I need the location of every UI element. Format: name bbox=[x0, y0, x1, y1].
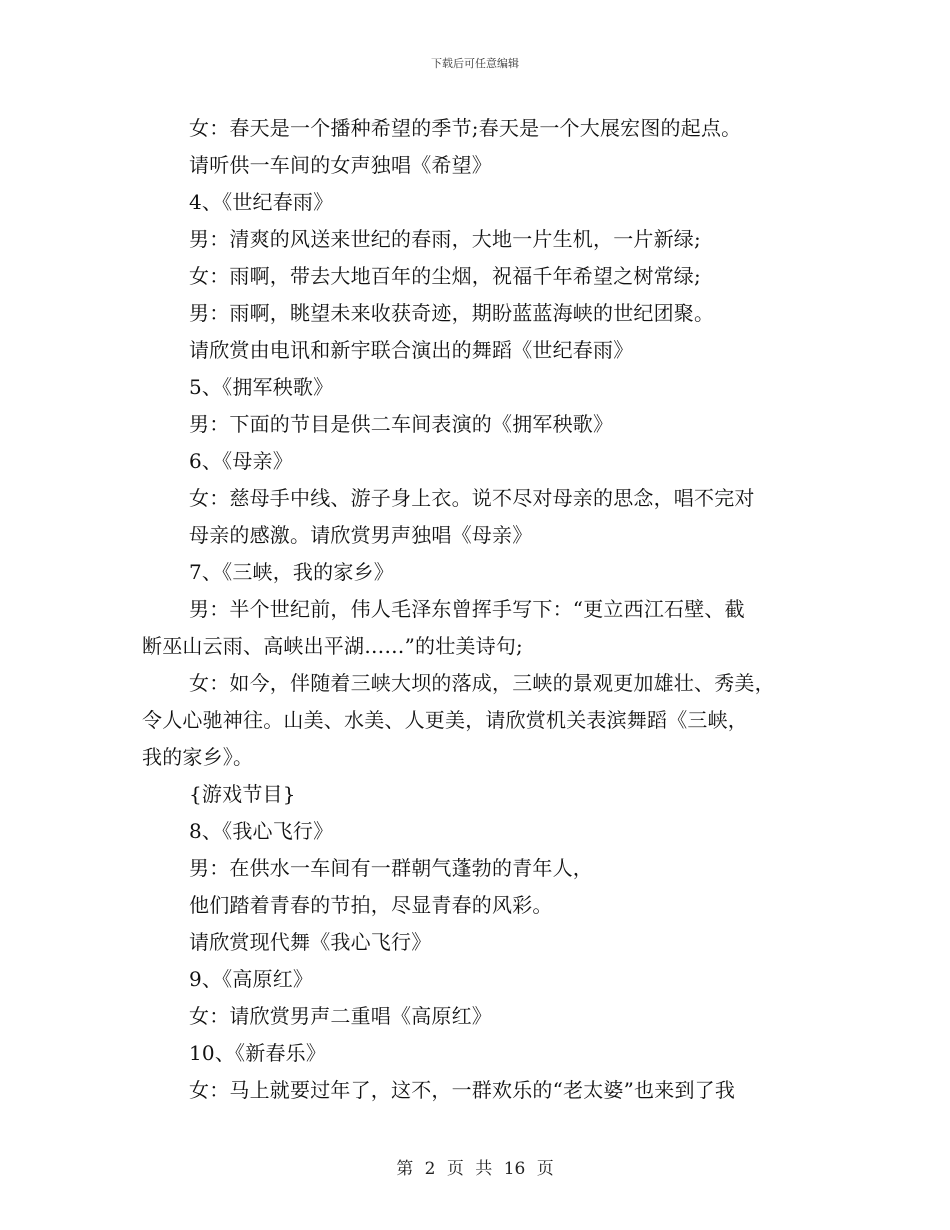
text-line: 请欣赏由电讯和新宇联合演出的舞蹈《世纪春雨》 bbox=[189, 338, 634, 362]
program-heading: 5、《拥军秧歌》 bbox=[189, 375, 334, 399]
text-line: 女：春天是一个播种希望的季节;春天是一个大展宏图的起点。 bbox=[189, 116, 742, 140]
text-line: 女：慈母手中线、游子身上衣。说不尽对母亲的思念，唱不完对 bbox=[189, 486, 755, 510]
text-line: 令人心驰神往。山美、水美、人更美，请欣赏机关表滨舞蹈《三峡， bbox=[142, 708, 748, 732]
text-line: 女：如今，伴随着三峡大坝的落成，三峡的景观更加雄壮、秀美， bbox=[189, 671, 775, 695]
program-heading: 8、《我心飞行》 bbox=[189, 819, 334, 843]
text-line: 女：请欣赏男声二重唱《高原红》 bbox=[189, 1004, 492, 1028]
text-line: 男：清爽的风送来世纪的春雨，大地一片生机，一片新绿; bbox=[189, 227, 701, 251]
text-line: 女：马上就要过年了，这不，一群欢乐的“老太婆”也来到了我 bbox=[189, 1078, 736, 1102]
text-line: 断巫山云雨、高峡出平湖……”的壮美诗句; bbox=[142, 634, 523, 658]
section-note: {游戏节目} bbox=[189, 782, 296, 806]
program-heading: 9、《高原红》 bbox=[189, 967, 314, 991]
document-body bbox=[142, 110, 814, 1109]
page-number: 第 2 页 共 16 页 bbox=[396, 1159, 554, 1179]
text-line: 请欣赏现代舞《我心飞行》 bbox=[189, 930, 432, 954]
program-heading: 6、《母亲》 bbox=[189, 449, 293, 473]
text-line: 女：雨啊，带去大地百年的尘烟，祝福千年希望之树常绿; bbox=[189, 264, 701, 288]
text-line: 男：在供水一车间有一群朝气蓬勃的青年人， bbox=[189, 856, 593, 880]
text-line: 男：雨啊，眺望未来收获奇迹，期盼蓝蓝海峡的世纪团聚。 bbox=[189, 301, 715, 325]
program-heading: 7、《三峡，我的家乡》 bbox=[189, 560, 394, 584]
program-heading: 4、《世纪春雨》 bbox=[189, 190, 334, 214]
download-note: 下载后可任意编辑 bbox=[431, 57, 519, 70]
text-line: 男：半个世纪前，伟人毛泽东曾挥手写下：“更立西江石壁、截 bbox=[189, 597, 745, 621]
text-line: 男：下面的节目是供二车间表演的《拥军秧歌》 bbox=[189, 412, 614, 436]
text-line: 我的家乡》。 bbox=[142, 745, 254, 769]
text-line: 他们踏着青春的节拍，尽显青春的风彩。 bbox=[189, 893, 553, 917]
text-line: 请听供一车间的女声独唱《希望》 bbox=[189, 153, 492, 177]
text-line: 母亲的感激。请欣赏男声独唱《母亲》 bbox=[189, 523, 533, 547]
program-heading: 10、《新春乐》 bbox=[189, 1041, 327, 1065]
